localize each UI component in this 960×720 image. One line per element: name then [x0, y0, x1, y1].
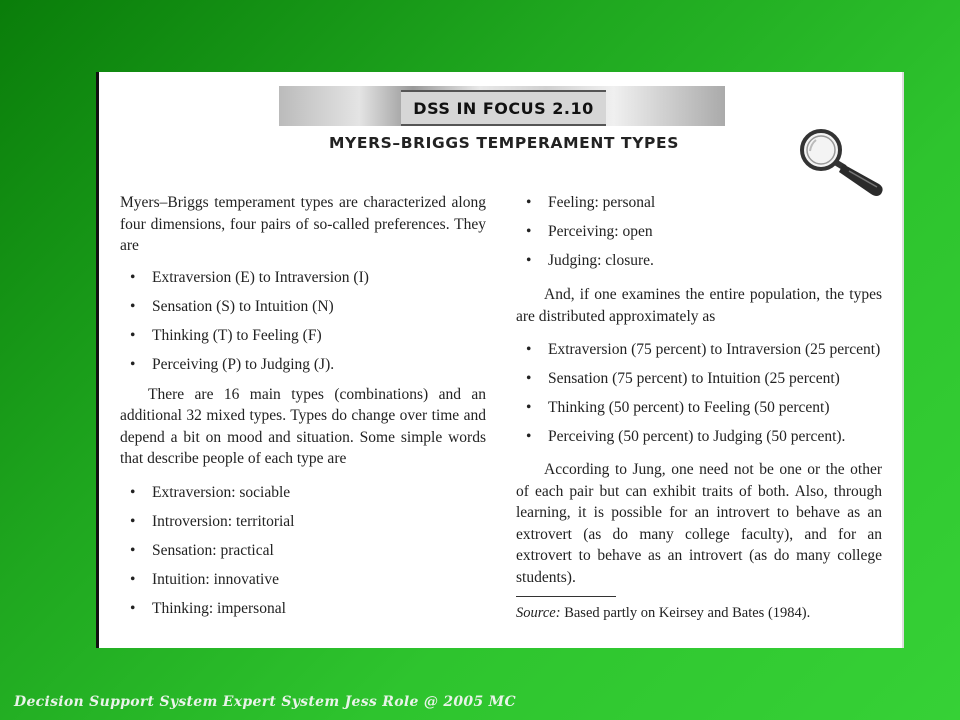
list-item: • Thinking (50 percent) to Feeling (50 percent): [516, 397, 882, 426]
list-item: • Sensation (S) to Intuition (N): [120, 296, 486, 325]
list-item: • Perceiving: open: [516, 221, 882, 250]
distribution-list: [516, 339, 882, 455]
dimension-list: [120, 267, 486, 383]
source-text: Based partly on Keirsey and Bates (1984).: [560, 605, 811, 621]
right-column: [516, 192, 882, 625]
list-item: • Extraversion (E) to Intraversion (I): [120, 267, 486, 296]
source-note: [516, 603, 882, 625]
list-item: • Intuition: innovative: [120, 569, 486, 598]
list-item: • Thinking (T) to Feeling (F): [120, 325, 486, 354]
list-item: • Perceiving (P) to Judging (J).: [120, 354, 486, 383]
list-item: • Extraversion (75 percent) to Intraversion (25 percent): [516, 339, 882, 368]
jung-paragraph: According to Jung, one need not be one or the other of each pair but can exhibit traits of both. Also, through learning, it is possible for an introvert to behave as an extrovert (as do many college faculty), and for an extrovert to behave as an introvert (as do many college students).: [516, 461, 882, 586]
left-column: [120, 192, 486, 627]
types-paragraph: There are 16 main types (combinations) and an additional 32 mixed types. Types do change over time and depend a bit on mood and situation. Some simple words that describe people of each type are: [120, 385, 486, 467]
source-divider: [516, 596, 616, 597]
population-paragraph: And, if one examines the entire population, the types are distributed approximately as: [516, 286, 882, 325]
list-item: • Sensation (75 percent) to Intuition (25 percent): [516, 368, 882, 397]
footer-caption: Decision Support System Expert System Jess Role @ 2005 MC: [14, 694, 516, 710]
document-page: [96, 72, 904, 648]
page-title: MYERS–BRIGGS TEMPERAMENT TYPES: [329, 134, 679, 152]
list-item: • Feeling: personal: [516, 192, 882, 221]
list-item: • Thinking: impersonal: [120, 598, 486, 627]
type-words-list-continued: [516, 192, 882, 279]
list-item: • Perceiving (50 percent) to Judging (50 percent).: [516, 426, 882, 455]
magnifier-icon: [793, 124, 889, 200]
list-item: • Extraversion: sociable: [120, 482, 486, 511]
focus-banner-label: DSS IN FOCUS 2.10: [401, 90, 606, 126]
list-item: • Sensation: practical: [120, 540, 486, 569]
intro-paragraph: Myers–Briggs temperament types are characterized along four dimensions, four pairs of so-called preferences. They are: [120, 194, 486, 254]
source-label: Source:: [516, 605, 561, 621]
list-item: • Introversion: territorial: [120, 511, 486, 540]
type-words-list: [120, 482, 486, 627]
list-item: • Judging: closure.: [516, 250, 882, 279]
